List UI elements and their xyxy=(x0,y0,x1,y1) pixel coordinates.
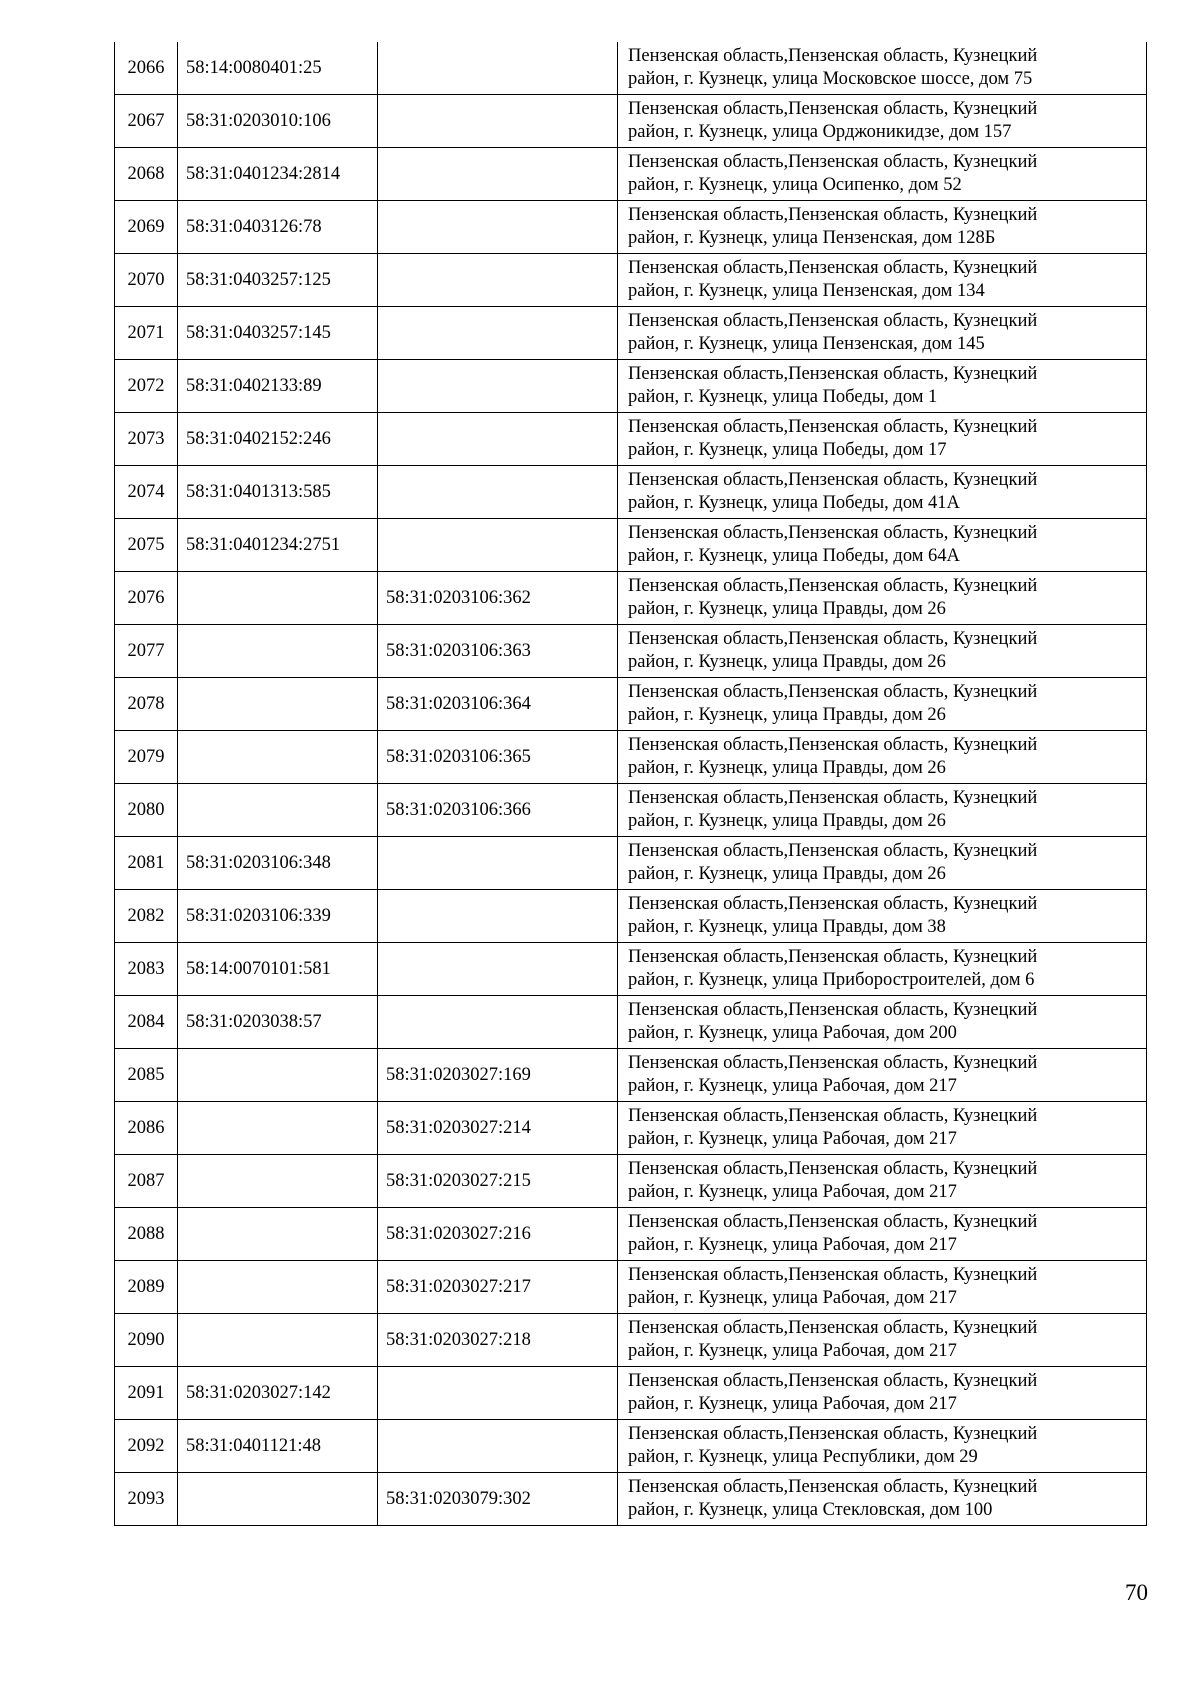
row-number: 2071 xyxy=(115,307,178,360)
building-cadastral-number xyxy=(378,201,618,254)
building-cadastral-number: 58:31:0203027:215 xyxy=(378,1155,618,1208)
table-row xyxy=(115,731,1147,784)
building-cadastral-number: 58:31:0203027:169 xyxy=(378,1049,618,1102)
address-line-1: Пензенская область,Пензенская область, Кузнецкий xyxy=(628,1159,1038,1179)
row-number: 2070 xyxy=(115,254,178,307)
address-line-1: Пензенская область,Пензенская область, Кузнецкий xyxy=(628,152,1038,172)
land-cadastral-number: 58:31:0203027:142 xyxy=(178,1367,378,1420)
table-row xyxy=(115,890,1147,943)
row-number: 2077 xyxy=(115,625,178,678)
building-cadastral-number xyxy=(378,307,618,360)
table-row xyxy=(115,625,1147,678)
row-number: 2088 xyxy=(115,1208,178,1261)
row-number: 2066 xyxy=(115,42,178,95)
address-cell xyxy=(618,1208,1147,1261)
row-number: 2080 xyxy=(115,784,178,837)
address-line-1: Пензенская область,Пензенская область, Кузнецкий xyxy=(628,1265,1038,1285)
land-cadastral-number xyxy=(178,1102,378,1155)
table-row xyxy=(115,1261,1147,1314)
address-cell xyxy=(618,1367,1147,1420)
address-cell xyxy=(618,784,1147,837)
table-row xyxy=(115,413,1147,466)
building-cadastral-number: 58:31:0203106:364 xyxy=(378,678,618,731)
address-line-2: район, г. Кузнецк, улица Орджоникидзе, дом 157 xyxy=(628,122,1012,142)
address-line-2: район, г. Кузнецк, улица Республики, дом 29 xyxy=(628,1447,978,1467)
address-line-2: район, г. Кузнецк, улица Победы, дом 41А xyxy=(628,493,960,513)
address-line-2: район, г. Кузнецк, улица Победы, дом 1 xyxy=(628,387,938,407)
building-cadastral-number: 58:31:0203027:214 xyxy=(378,1102,618,1155)
row-number: 2069 xyxy=(115,201,178,254)
address-cell xyxy=(618,731,1147,784)
address-line-2: район, г. Кузнецк, улица Пензенская, дом 134 xyxy=(628,281,985,301)
building-cadastral-number xyxy=(378,95,618,148)
address-line-1: Пензенская область,Пензенская область, Кузнецкий xyxy=(628,947,1038,967)
row-number: 2087 xyxy=(115,1155,178,1208)
address-line-2: район, г. Кузнецк, улица Правды, дом 26 xyxy=(628,864,946,884)
row-number: 2074 xyxy=(115,466,178,519)
table-row xyxy=(115,837,1147,890)
address-cell xyxy=(618,1261,1147,1314)
table-row xyxy=(115,1049,1147,1102)
land-cadastral-number xyxy=(178,572,378,625)
table-row xyxy=(115,42,1147,95)
address-line-1: Пензенская область,Пензенская область, Кузнецкий xyxy=(628,682,1038,702)
building-cadastral-number xyxy=(378,254,618,307)
land-cadastral-number: 58:14:0080401:25 xyxy=(178,42,378,95)
building-cadastral-number xyxy=(378,943,618,996)
land-cadastral-number: 58:31:0402133:89 xyxy=(178,360,378,413)
row-number: 2076 xyxy=(115,572,178,625)
address-cell xyxy=(618,42,1147,95)
land-cadastral-number xyxy=(178,1261,378,1314)
table-row xyxy=(115,466,1147,519)
land-cadastral-number: 58:31:0203010:106 xyxy=(178,95,378,148)
row-number: 2093 xyxy=(115,1473,178,1526)
land-cadastral-number: 58:31:0403257:125 xyxy=(178,254,378,307)
address-line-2: район, г. Кузнецк, улица Правды, дом 26 xyxy=(628,758,946,778)
address-line-1: Пензенская область,Пензенская область, Кузнецкий xyxy=(628,788,1038,808)
table-row xyxy=(115,95,1147,148)
table-row xyxy=(115,360,1147,413)
building-cadastral-number: 58:31:0203106:366 xyxy=(378,784,618,837)
address-line-1: Пензенская область,Пензенская область, Кузнецкий xyxy=(628,1318,1038,1338)
building-cadastral-number xyxy=(378,519,618,572)
building-cadastral-number xyxy=(378,466,618,519)
address-line-1: Пензенская область,Пензенская область, Кузнецкий xyxy=(628,1477,1038,1497)
land-cadastral-number: 58:31:0401121:48 xyxy=(178,1420,378,1473)
address-line-2: район, г. Кузнецк, улица Правды, дом 26 xyxy=(628,599,946,619)
land-cadastral-number xyxy=(178,731,378,784)
address-line-2: район, г. Кузнецк, улица Правды, дом 26 xyxy=(628,705,946,725)
address-line-2: район, г. Кузнецк, улица Рабочая, дом 217 xyxy=(628,1235,957,1255)
address-cell xyxy=(618,201,1147,254)
row-number: 2081 xyxy=(115,837,178,890)
address-cell xyxy=(618,837,1147,890)
land-cadastral-number xyxy=(178,1473,378,1526)
land-cadastral-number xyxy=(178,1049,378,1102)
address-cell xyxy=(618,1102,1147,1155)
address-line-1: Пензенская область,Пензенская область, Кузнецкий xyxy=(628,629,1038,649)
row-number: 2073 xyxy=(115,413,178,466)
address-cell xyxy=(618,360,1147,413)
address-cell xyxy=(618,1314,1147,1367)
table-row xyxy=(115,201,1147,254)
address-cell xyxy=(618,95,1147,148)
table-row xyxy=(115,678,1147,731)
address-cell xyxy=(618,1155,1147,1208)
address-cell xyxy=(618,254,1147,307)
table-row xyxy=(115,1155,1147,1208)
building-cadastral-number xyxy=(378,1367,618,1420)
building-cadastral-number xyxy=(378,42,618,95)
address-cell xyxy=(618,466,1147,519)
row-number: 2067 xyxy=(115,95,178,148)
land-cadastral-number: 58:31:0401234:2751 xyxy=(178,519,378,572)
address-line-1: Пензенская область,Пензенская область, Кузнецкий xyxy=(628,1053,1038,1073)
address-line-2: район, г. Кузнецк, улица Рабочая, дом 217 xyxy=(628,1288,957,1308)
address-cell xyxy=(618,413,1147,466)
table-row xyxy=(115,307,1147,360)
building-cadastral-number: 58:31:0203079:302 xyxy=(378,1473,618,1526)
address-line-2: район, г. Кузнецк, улица Московское шоссе, дом 75 xyxy=(628,69,1033,89)
table-row xyxy=(115,572,1147,625)
land-cadastral-number xyxy=(178,784,378,837)
address-cell xyxy=(618,625,1147,678)
row-number: 2075 xyxy=(115,519,178,572)
address-line-1: Пензенская область,Пензенская область, Кузнецкий xyxy=(628,99,1038,119)
building-cadastral-number xyxy=(378,837,618,890)
row-number: 2084 xyxy=(115,996,178,1049)
table-row xyxy=(115,784,1147,837)
address-line-2: район, г. Кузнецк, улица Пензенская, дом 128Б xyxy=(628,228,996,248)
address-line-1: Пензенская область,Пензенская область, Кузнецкий xyxy=(628,1000,1038,1020)
address-line-1: Пензенская область,Пензенская область, Кузнецкий xyxy=(628,1424,1038,1444)
address-line-2: район, г. Кузнецк, улица Стекловская, дом 100 xyxy=(628,1500,993,1520)
land-cadastral-number: 58:31:0203106:348 xyxy=(178,837,378,890)
row-number: 2083 xyxy=(115,943,178,996)
address-line-2: район, г. Кузнецк, улица Осипенко, дом 52 xyxy=(628,175,962,195)
building-cadastral-number: 58:31:0203106:362 xyxy=(378,572,618,625)
address-line-1: Пензенская область,Пензенская область, Кузнецкий xyxy=(628,311,1038,331)
address-cell xyxy=(618,1049,1147,1102)
land-cadastral-number xyxy=(178,678,378,731)
address-line-1: Пензенская область,Пензенская область, Кузнецкий xyxy=(628,258,1038,278)
building-cadastral-number xyxy=(378,996,618,1049)
table-row xyxy=(115,148,1147,201)
land-cadastral-number xyxy=(178,1208,378,1261)
table-row xyxy=(115,996,1147,1049)
address-line-1: Пензенская область,Пензенская область, Кузнецкий xyxy=(628,735,1038,755)
address-cell xyxy=(618,1473,1147,1526)
address-line-2: район, г. Кузнецк, улица Победы, дом 17 xyxy=(628,440,947,460)
address-cell xyxy=(618,1420,1147,1473)
address-line-1: Пензенская область,Пензенская область, Кузнецкий xyxy=(628,417,1038,437)
land-cadastral-number: 58:31:0203038:57 xyxy=(178,996,378,1049)
address-cell xyxy=(618,148,1147,201)
row-number: 2078 xyxy=(115,678,178,731)
address-cell xyxy=(618,996,1147,1049)
row-number: 2086 xyxy=(115,1102,178,1155)
land-cadastral-number: 58:14:0070101:581 xyxy=(178,943,378,996)
address-line-1: Пензенская область,Пензенская область, Кузнецкий xyxy=(628,523,1038,543)
land-cadastral-number: 58:31:0401234:2814 xyxy=(178,148,378,201)
address-line-2: район, г. Кузнецк, улица Приборостроителей, дом 6 xyxy=(628,970,1035,990)
land-cadastral-number: 58:31:0402152:246 xyxy=(178,413,378,466)
address-cell xyxy=(618,519,1147,572)
address-line-2: район, г. Кузнецк, улица Рабочая, дом 200 xyxy=(628,1023,957,1043)
building-cadastral-number xyxy=(378,1420,618,1473)
building-cadastral-number xyxy=(378,360,618,413)
table-row xyxy=(115,1367,1147,1420)
address-line-2: район, г. Кузнецк, улица Рабочая, дом 217 xyxy=(628,1394,957,1414)
address-cell xyxy=(618,307,1147,360)
table-row xyxy=(115,1314,1147,1367)
table-row xyxy=(115,519,1147,572)
building-cadastral-number xyxy=(378,148,618,201)
address-line-2: район, г. Кузнецк, улица Победы, дом 64А xyxy=(628,546,960,566)
address-line-2: район, г. Кузнецк, улица Рабочая, дом 217 xyxy=(628,1341,957,1361)
row-number: 2091 xyxy=(115,1367,178,1420)
row-number: 2072 xyxy=(115,360,178,413)
address-line-1: Пензенская область,Пензенская область, Кузнецкий xyxy=(628,205,1038,225)
land-cadastral-number xyxy=(178,625,378,678)
row-number: 2082 xyxy=(115,890,178,943)
building-cadastral-number xyxy=(378,890,618,943)
address-line-1: Пензенская область,Пензенская область, Кузнецкий xyxy=(628,1106,1038,1126)
registry-table-body xyxy=(115,42,1147,1526)
table-row xyxy=(115,1420,1147,1473)
address-line-2: район, г. Кузнецк, улица Правды, дом 26 xyxy=(628,811,946,831)
building-cadastral-number: 58:31:0203027:217 xyxy=(378,1261,618,1314)
row-number: 2068 xyxy=(115,148,178,201)
address-line-2: район, г. Кузнецк, улица Рабочая, дом 217 xyxy=(628,1182,957,1202)
address-line-2: район, г. Кузнецк, улица Пензенская, дом 145 xyxy=(628,334,985,354)
table-row xyxy=(115,1102,1147,1155)
address-cell xyxy=(618,890,1147,943)
address-line-2: район, г. Кузнецк, улица Правды, дом 26 xyxy=(628,652,946,672)
address-line-1: Пензенская область,Пензенская область, Кузнецкий xyxy=(628,364,1038,384)
table-row xyxy=(115,254,1147,307)
address-line-1: Пензенская область,Пензенская область, Кузнецкий xyxy=(628,841,1038,861)
row-number: 2089 xyxy=(115,1261,178,1314)
land-cadastral-number xyxy=(178,1314,378,1367)
row-number: 2092 xyxy=(115,1420,178,1473)
address-cell xyxy=(618,572,1147,625)
building-cadastral-number: 58:31:0203027:216 xyxy=(378,1208,618,1261)
land-cadastral-number xyxy=(178,1155,378,1208)
building-cadastral-number: 58:31:0203027:218 xyxy=(378,1314,618,1367)
address-cell xyxy=(618,678,1147,731)
address-line-1: Пензенская область,Пензенская область, Кузнецкий xyxy=(628,1212,1038,1232)
address-line-2: район, г. Кузнецк, улица Рабочая, дом 217 xyxy=(628,1076,957,1096)
row-number: 2090 xyxy=(115,1314,178,1367)
address-line-2: район, г. Кузнецк, улица Правды, дом 38 xyxy=(628,917,946,937)
address-line-2: район, г. Кузнецк, улица Рабочая, дом 217 xyxy=(628,1129,957,1149)
address-line-1: Пензенская область,Пензенская область, Кузнецкий xyxy=(628,470,1038,490)
registry-table xyxy=(114,42,1147,1526)
address-line-1: Пензенская область,Пензенская область, Кузнецкий xyxy=(628,576,1038,596)
address-cell xyxy=(618,943,1147,996)
row-number: 2079 xyxy=(115,731,178,784)
land-cadastral-number: 58:31:0401313:585 xyxy=(178,466,378,519)
land-cadastral-number: 58:31:0203106:339 xyxy=(178,890,378,943)
land-cadastral-number: 58:31:0403257:145 xyxy=(178,307,378,360)
address-line-1: Пензенская область,Пензенская область, Кузнецкий xyxy=(628,894,1038,914)
building-cadastral-number: 58:31:0203106:365 xyxy=(378,731,618,784)
row-number: 2085 xyxy=(115,1049,178,1102)
building-cadastral-number xyxy=(378,413,618,466)
building-cadastral-number: 58:31:0203106:363 xyxy=(378,625,618,678)
page-number: 70 xyxy=(1125,1580,1148,1605)
table-row xyxy=(115,943,1147,996)
land-cadastral-number: 58:31:0403126:78 xyxy=(178,201,378,254)
address-line-1: Пензенская область,Пензенская область, Кузнецкий xyxy=(628,1371,1038,1391)
table-row xyxy=(115,1208,1147,1261)
table-row xyxy=(115,1473,1147,1526)
address-line-1: Пензенская область,Пензенская область, Кузнецкий xyxy=(628,46,1038,66)
